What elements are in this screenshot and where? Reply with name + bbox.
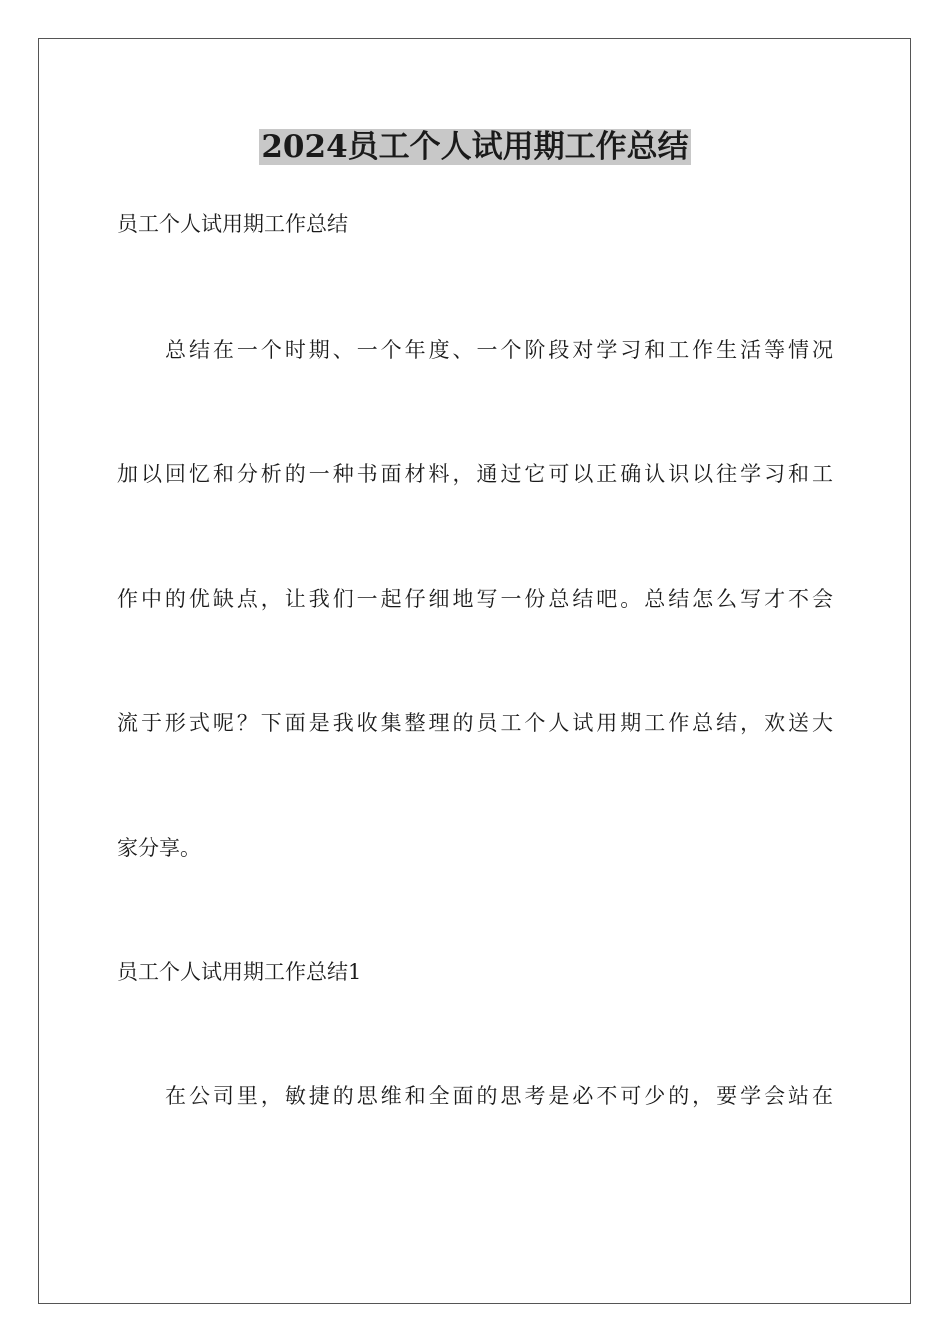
paragraph-line: 家分享。 bbox=[117, 836, 201, 860]
document-title bbox=[0, 124, 950, 170]
paragraph-line: 作中的优缺点，让我们一起仔细地写一份总结吧。总结怎么写才不会 bbox=[117, 587, 833, 611]
paragraph-line: 在公司里，敏捷的思维和全面的思考是必不可少的，要学会站在 bbox=[165, 1084, 833, 1108]
paragraph-line: 加以回忆和分析的一种书面材料，通过它可以正确认识以往学习和工 bbox=[117, 462, 833, 486]
paragraph-line: 流于形式呢？下面是我收集整理的员工个人试用期工作总结，欢送大 bbox=[117, 711, 833, 735]
paragraph-line: 总结在一个时期、一个年度、一个阶段对学习和工作生活等情况 bbox=[165, 338, 833, 362]
section-heading: 员工个人试用期工作总结1 bbox=[117, 960, 362, 984]
document-title-text: 2024员工个人试用期工作总结 bbox=[261, 129, 689, 165]
document-subtitle: 员工个人试用期工作总结 bbox=[117, 212, 348, 236]
